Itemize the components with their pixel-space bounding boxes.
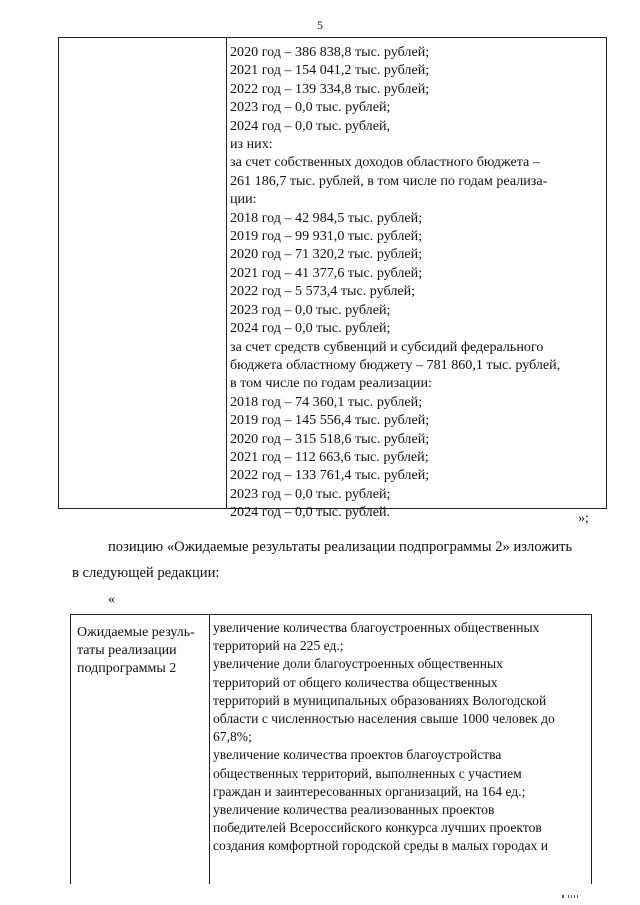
funding-line: 2023 год – 0,0 тыс. рублей; bbox=[230, 99, 391, 116]
funding-line: 2020 год – 386 838,8 тыс. рублей; bbox=[230, 44, 430, 60]
funding-line: 2021 год – 154 041,2 тыс. рублей; bbox=[230, 62, 430, 79]
page-number: 5 bbox=[317, 18, 323, 32]
table-column-divider bbox=[209, 615, 210, 884]
opening-quote: « bbox=[108, 592, 115, 607]
expected-results-table bbox=[70, 614, 592, 884]
funding-line: за счет собственных доходов областного бюджета – bbox=[230, 154, 540, 171]
funding-line: бюджета областному бюджету – 781 860,1 тыс. рублей, bbox=[230, 356, 561, 373]
result-line: области с численностью населения свыше 1000 человек до bbox=[213, 711, 555, 727]
result-line: увеличение доли благоустроенных общественных bbox=[213, 656, 503, 672]
funding-line: 2020 год – 71 320,2 тыс. рублей; bbox=[230, 246, 423, 263]
result-line: увеличение количества проектов благоустройства bbox=[213, 747, 502, 763]
funding-line: 2020 год – 315 518,6 тыс. рублей; bbox=[230, 430, 430, 447]
funding-line: 2023 год – 0,0 тыс. рублей; bbox=[230, 301, 391, 318]
instruction-line-1: позицию «Ожидаемые результаты реализации подпрограммы 2» изложить bbox=[108, 539, 573, 555]
result-line: увеличение количества реализованных проектов bbox=[213, 802, 495, 818]
result-line: 67,8%; bbox=[213, 729, 252, 745]
funding-line: 2018 год – 42 984,5 тыс. рублей; bbox=[230, 209, 423, 226]
scan-mark bbox=[562, 893, 584, 898]
result-line: территорий в муниципальных образованиях Вологодской bbox=[213, 692, 547, 708]
result-line: увеличение количества благоустроенных общественных bbox=[213, 620, 540, 635]
funding-line: в том числе по годам реализации: bbox=[230, 375, 432, 392]
heading-line: таты реализации bbox=[77, 643, 177, 658]
funding-line: ции: bbox=[230, 191, 257, 208]
funding-line: за счет средств субвенций и субсидий федерального bbox=[230, 338, 544, 355]
result-line: граждан и заинтересованных организаций, на 164 ед.; bbox=[213, 783, 526, 799]
funding-line: 2022 год – 139 334,8 тыс. рублей; bbox=[230, 80, 430, 97]
funding-details-cell bbox=[230, 43, 604, 522]
funding-line: 261 186,7 тыс. рублей, в том числе по годам реализа- bbox=[230, 172, 548, 189]
scan-mark-icon bbox=[562, 894, 584, 899]
expected-results-heading-cell bbox=[77, 624, 205, 678]
result-line: территорий на 225 ед.; bbox=[213, 638, 344, 654]
result-line: победителей Всероссийского конкурса лучших проектов bbox=[213, 820, 542, 836]
expected-results-content-cell bbox=[213, 619, 591, 856]
closing-quote: »; bbox=[578, 511, 589, 526]
funding-table bbox=[58, 37, 607, 521]
funding-line: 2023 год – 0,0 тыс. рублей; bbox=[230, 485, 391, 502]
funding-line: 2018 год – 74 360,1 тыс. рублей; bbox=[230, 393, 423, 410]
heading-line: подпрограммы 2 bbox=[77, 661, 177, 676]
result-line: территорий от общего количества общественных bbox=[213, 674, 498, 690]
instruction-line-2: в следующей редакции: bbox=[72, 565, 220, 581]
heading-line: Ожидаемые резуль- bbox=[77, 625, 195, 640]
funding-line: 2024 год – 0,0 тыс. рублей, bbox=[230, 117, 391, 134]
funding-line: из них: bbox=[230, 136, 273, 153]
result-line: общественных территорий, выполненных с участием bbox=[213, 765, 522, 781]
funding-line: 2021 год – 41 377,6 тыс. рублей; bbox=[230, 264, 423, 281]
funding-line: 2022 год – 5 573,4 тыс. рублей; bbox=[230, 283, 416, 300]
funding-line: 2019 год – 99 931,0 тыс. рублей; bbox=[230, 228, 423, 245]
funding-line: 2024 год – 0,0 тыс. рублей. bbox=[230, 504, 391, 521]
funding-line: 2022 год – 133 761,4 тыс. рублей; bbox=[230, 467, 430, 484]
funding-line: 2021 год – 112 663,6 тыс. рублей; bbox=[230, 448, 429, 465]
funding-line: 2019 год – 145 556,4 тыс. рублей; bbox=[230, 412, 430, 429]
table-column-divider bbox=[226, 38, 227, 508]
funding-line: 2024 год – 0,0 тыс. рублей; bbox=[230, 320, 391, 337]
result-line: создания комфортной городской среды в малых городах и bbox=[213, 838, 549, 854]
